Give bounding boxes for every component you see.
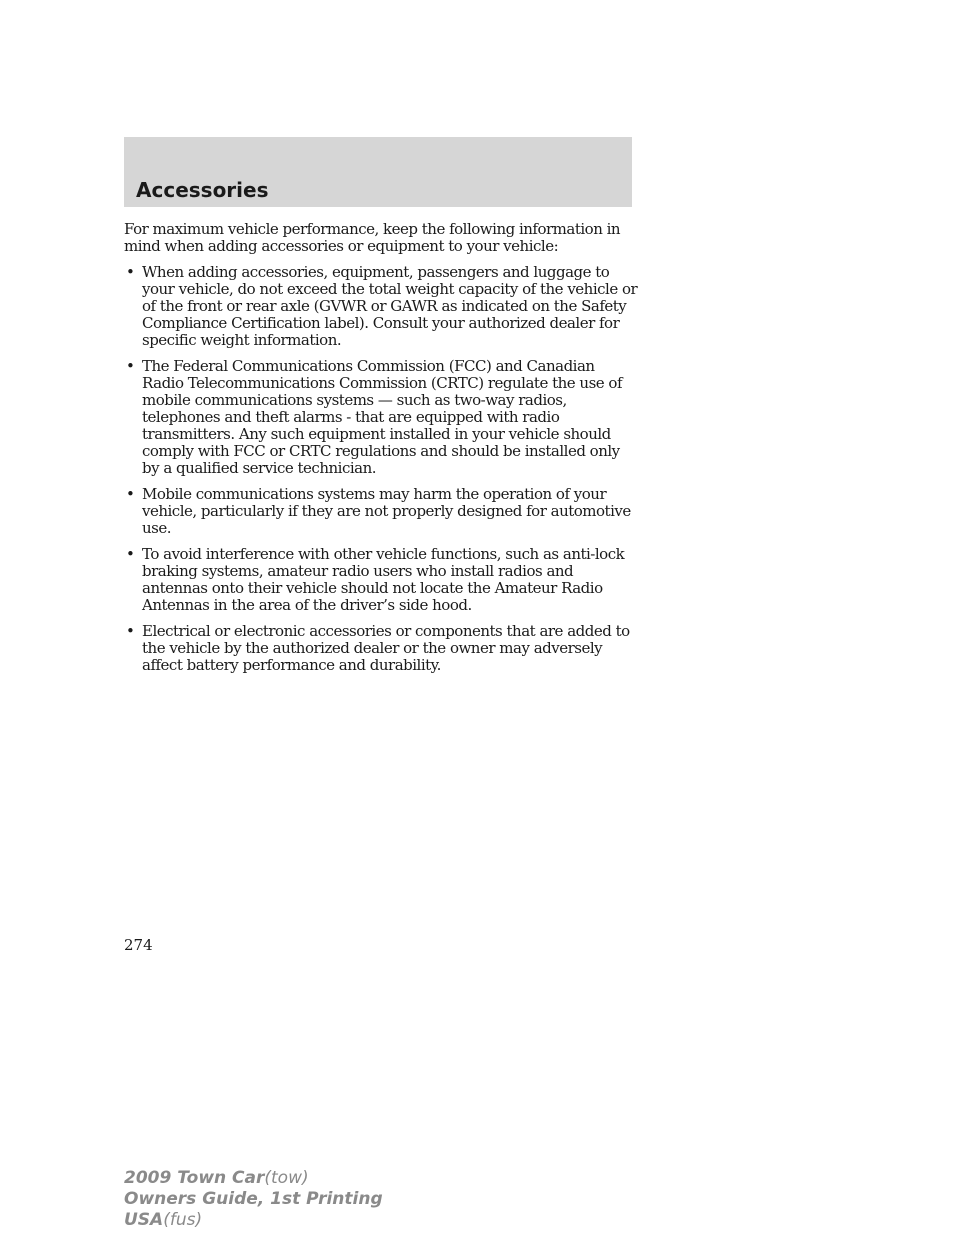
footer-market: USA [124,1210,164,1230]
list-item-text: The Federal Communications Commission (FCC) and Canadian Radio Telecommunications Commission (CRTC) regulate the use of mobile communications systems — such as two-way radios, telephones and theft alarms - that are equipped with radio transmitters. Any such equipment installed in your vehicle should comply with FCC or CRTC regulations and should be installed only by a qualified service technician. [142,357,623,477]
bullet-icon: • [126,622,135,640]
section-title: Accessories [136,178,269,202]
list-item-text: Mobile communications systems may harm the operation of your vehicle, particularly if they are not properly designed for automotive use. [142,485,631,537]
bullet-icon: • [126,485,135,503]
list-item [124,623,639,674]
list-item-text: Electrical or electronic accessories or components that are added to the vehicle by the authorized dealer or the owner may adversely affect battery performance and durability. [142,622,630,674]
bullet-icon: • [126,357,135,375]
footer-line-model [124,1168,383,1189]
intro-paragraph: For maximum vehicle performance, keep the following information in mind when adding accessories or equipment to your vehicle: [124,220,621,255]
footer-model: 2009 Town Car [124,1168,265,1188]
footer-line-market [124,1210,383,1231]
list-item-text: When adding accessories, equipment, passengers and luggage to your vehicle, do not exceed the total weight capacity of the vehicle or of the front or rear axle (GVWR or GAWR as indicated on the Safety Compliance Certification label). Consult your authorized dealer for specific weight information. [142,263,638,349]
footer-edition: Owners Guide, 1st Printing [124,1189,383,1209]
footer-model-code: (tow) [264,1168,309,1188]
print-footer [124,1168,383,1231]
list-item [124,486,639,537]
section-header-band [124,137,632,207]
bullet-list [124,264,639,674]
list-item [124,264,639,349]
list-item [124,546,639,614]
bullet-icon: • [126,545,135,563]
bullet-icon: • [126,263,135,281]
footer-line-edition [124,1189,383,1210]
list-item [124,358,639,477]
list-item-text: To avoid interference with other vehicle functions, such as anti-lock braking systems, amateur radio users who install radios and antennas onto their vehicle should not locate the Amateur Radio Antennas in the area of the driver’s side hood. [142,545,625,614]
page-body [124,221,639,683]
footer-market-code: (fus) [163,1210,203,1230]
page-number: 274 [124,936,153,954]
